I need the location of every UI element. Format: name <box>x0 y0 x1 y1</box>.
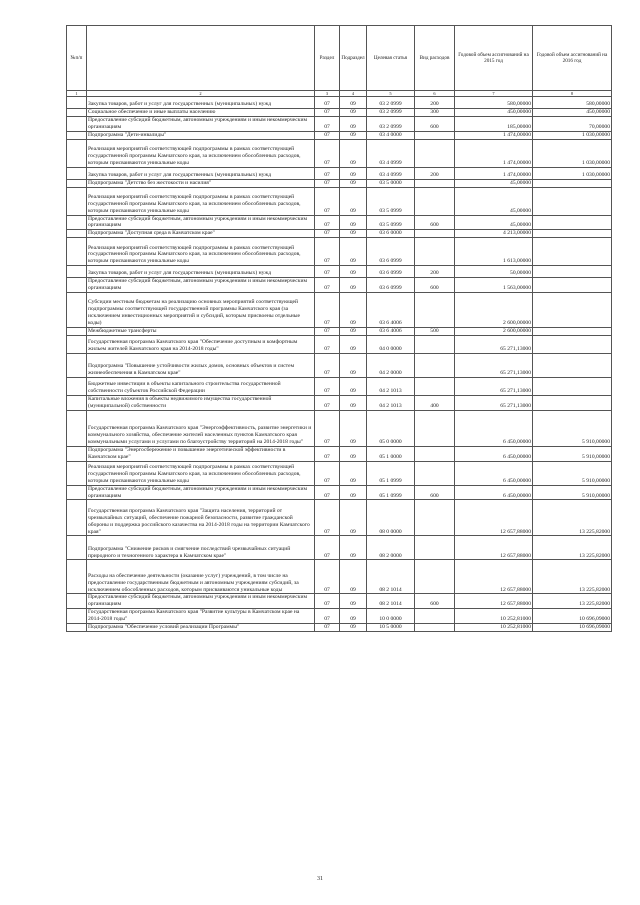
row-allocation-2015-cell: 65 271,13000 <box>455 395 533 410</box>
row-number-cell <box>67 139 87 167</box>
row-allocation-2016-cell: 13 225,82000 <box>533 560 612 594</box>
row-allocation-2015-cell: 1 613,00000 <box>455 238 533 266</box>
row-expense-type-cell <box>415 377 455 395</box>
row-razdel-cell: 07 <box>315 139 340 167</box>
row-allocation-2016-cell: 70,00000 <box>533 116 612 131</box>
row-podrazdel-cell: 09 <box>340 131 367 139</box>
row-razdel-cell: 07 <box>315 131 340 139</box>
row-podrazdel-cell: 09 <box>340 395 367 410</box>
row-name-cell: Закупка товаров, работ и услуг для государственных (муниципальных) нужд <box>87 167 315 179</box>
table-row <box>67 624 612 632</box>
row-allocation-2015-cell: 580,00000 <box>455 97 533 109</box>
row-podrazdel-cell: 09 <box>340 230 367 238</box>
row-allocation-2016-cell: 1 030,00000 <box>533 167 612 179</box>
row-razdel-cell: 07 <box>315 238 340 266</box>
row-number-cell <box>67 278 87 293</box>
row-allocation-2016-cell: 10 696,09000 <box>533 624 612 632</box>
table-row <box>67 131 612 139</box>
row-number-cell <box>67 335 87 353</box>
row-razdel-cell: 07 <box>315 187 340 215</box>
row-podrazdel-cell: 09 <box>340 116 367 131</box>
table-row <box>67 328 612 336</box>
table-row <box>67 179 612 187</box>
row-allocation-2015-cell: 65 271,13000 <box>455 353 533 377</box>
table-row <box>67 187 612 215</box>
row-expense-type-cell: 600 <box>415 278 455 293</box>
row-target-article-cell: 03 6 4006 <box>367 328 415 336</box>
row-number-cell <box>67 353 87 377</box>
row-allocation-2016-cell <box>533 395 612 410</box>
row-allocation-2015-cell: 12 657,88000 <box>455 536 533 560</box>
row-name-cell: Предоставление субсидий бюджетным, автономным учреждениям и иным некоммерческим организациям <box>87 215 315 230</box>
row-podrazdel-cell: 09 <box>340 560 367 594</box>
row-allocation-2015-cell: 6 450,00000 <box>455 410 533 446</box>
row-podrazdel-cell: 09 <box>340 335 367 353</box>
row-allocation-2016-cell <box>533 238 612 266</box>
column-number: 5 <box>367 91 415 97</box>
row-number-cell <box>67 97 87 109</box>
row-target-article-cell: 08 0 0000 <box>367 500 415 536</box>
row-razdel-cell: 07 <box>315 335 340 353</box>
row-expense-type-cell <box>415 410 455 446</box>
row-number-cell <box>67 461 87 485</box>
header-podrazdel: Подраздел <box>340 26 367 91</box>
row-name-cell: Реализация мероприятий соответствующей подпрограммы в рамках соответствующей государственной программы Камчатского края, за исключением обособленных расходов, которым присваиваются уникальные коды <box>87 238 315 266</box>
row-expense-type-cell: 200 <box>415 97 455 109</box>
row-allocation-2016-cell <box>533 187 612 215</box>
row-target-article-cell: 03 6 0999 <box>367 238 415 266</box>
row-name-cell: Межбюджетные трансферты <box>87 328 315 336</box>
row-razdel-cell: 07 <box>315 215 340 230</box>
row-allocation-2015-cell: 1 474,00000 <box>455 131 533 139</box>
row-razdel-cell: 07 <box>315 266 340 278</box>
row-name-cell: Подпрограмма "Дети-инвалиды" <box>87 131 315 139</box>
row-allocation-2015-cell: 45,00000 <box>455 179 533 187</box>
row-podrazdel-cell: 09 <box>340 293 367 328</box>
row-target-article-cell: 05 1 0999 <box>367 461 415 485</box>
row-expense-type-cell <box>415 335 455 353</box>
row-target-article-cell: 10 0 0000 <box>367 609 415 624</box>
row-target-article-cell: 04 0 0000 <box>367 335 415 353</box>
row-name-cell: Закупка товаров, работ и услуг для государственных (муниципальных) нужд <box>87 266 315 278</box>
row-razdel-cell: 07 <box>315 116 340 131</box>
row-allocation-2016-cell <box>533 293 612 328</box>
row-number-cell <box>67 328 87 336</box>
table-row <box>67 536 612 560</box>
row-allocation-2015-cell: 45,00000 <box>455 187 533 215</box>
row-number-cell <box>67 624 87 632</box>
row-expense-type-cell: 600 <box>415 485 455 500</box>
row-target-article-cell: 03 6 0999 <box>367 266 415 278</box>
row-number-cell <box>67 116 87 131</box>
column-number: 2 <box>87 91 315 97</box>
row-podrazdel-cell: 09 <box>340 624 367 632</box>
row-allocation-2015-cell: 6 450,00000 <box>455 485 533 500</box>
row-target-article-cell: 08 2 1014 <box>367 560 415 594</box>
row-allocation-2015-cell: 6 450,00000 <box>455 461 533 485</box>
table-row <box>67 485 612 500</box>
row-razdel-cell: 07 <box>315 377 340 395</box>
row-name-cell: Капитальные вложения в объекты недвижимого имущества государственной (муниципальной) собственности <box>87 395 315 410</box>
header-num: №п/п <box>67 26 87 91</box>
row-podrazdel-cell: 09 <box>340 536 367 560</box>
page-number: 31 <box>317 876 323 882</box>
row-allocation-2015-cell: 2 600,00000 <box>455 328 533 336</box>
row-expense-type-cell <box>415 560 455 594</box>
row-podrazdel-cell: 09 <box>340 461 367 485</box>
row-expense-type-cell: 600 <box>415 594 455 609</box>
row-allocation-2015-cell: 450,00000 <box>455 109 533 117</box>
table-row <box>67 293 612 328</box>
row-podrazdel-cell: 09 <box>340 353 367 377</box>
row-razdel-cell: 07 <box>315 97 340 109</box>
row-razdel-cell: 07 <box>315 410 340 446</box>
row-expense-type-cell: 300 <box>415 109 455 117</box>
row-podrazdel-cell: 09 <box>340 377 367 395</box>
row-target-article-cell: 03 4 0000 <box>367 131 415 139</box>
row-expense-type-cell <box>415 238 455 266</box>
row-allocation-2015-cell: 12 657,88000 <box>455 560 533 594</box>
row-allocation-2016-cell <box>533 328 612 336</box>
table-row <box>67 238 612 266</box>
row-number-cell <box>67 187 87 215</box>
row-name-cell: Бюджетные инвестиции в объекты капитального строительства государственной собственности субъектов Российской Федерации <box>87 377 315 395</box>
row-allocation-2015-cell: 1 563,00000 <box>455 278 533 293</box>
row-expense-type-cell <box>415 187 455 215</box>
table-row <box>67 395 612 410</box>
row-expense-type-cell: 500 <box>415 328 455 336</box>
row-podrazdel-cell: 09 <box>340 446 367 461</box>
table-row <box>67 215 612 230</box>
row-name-cell: Предоставление субсидий бюджетным, автономным учреждениям и иным некоммерческим организациям <box>87 116 315 131</box>
row-expense-type-cell <box>415 131 455 139</box>
row-podrazdel-cell: 09 <box>340 215 367 230</box>
row-number-cell <box>67 230 87 238</box>
row-allocation-2016-cell: 5 910,00000 <box>533 461 612 485</box>
row-razdel-cell: 07 <box>315 109 340 117</box>
row-expense-type-cell <box>415 500 455 536</box>
table-row <box>67 594 612 609</box>
row-name-cell: Государственная программа Камчатского края "Обеспечение доступным и комфортным жильем жителей Камчатского края на 2014-2018 годы" <box>87 335 315 353</box>
column-number: 8 <box>533 91 612 97</box>
row-podrazdel-cell: 09 <box>340 139 367 167</box>
row-target-article-cell: 05 1 0999 <box>367 485 415 500</box>
row-allocation-2015-cell: 50,00000 <box>455 266 533 278</box>
row-podrazdel-cell: 09 <box>340 609 367 624</box>
row-name-cell: Расходы на обеспечение деятельности (оказание услуг) учреждений, в том числе на предоставление государственным бюджетным и автономным учреждениям субсидий, за исключением обособленных расходов, которым присваиваются уникальные коды <box>87 560 315 594</box>
row-allocation-2015-cell: 10 252,81000 <box>455 624 533 632</box>
row-allocation-2016-cell: 5 910,00000 <box>533 410 612 446</box>
row-number-cell <box>67 410 87 446</box>
row-target-article-cell: 05 1 0000 <box>367 446 415 461</box>
row-razdel-cell: 07 <box>315 594 340 609</box>
row-allocation-2016-cell <box>533 377 612 395</box>
row-target-article-cell: 03 6 4006 <box>367 293 415 328</box>
row-number-cell <box>67 109 87 117</box>
row-target-article-cell: 10 5 0000 <box>367 624 415 632</box>
row-razdel-cell: 07 <box>315 395 340 410</box>
row-target-article-cell: 03 2 0999 <box>367 116 415 131</box>
table-row <box>67 609 612 624</box>
row-number-cell <box>67 215 87 230</box>
row-target-article-cell: 08 2 1014 <box>367 594 415 609</box>
row-expense-type-cell <box>415 353 455 377</box>
row-number-cell <box>67 238 87 266</box>
row-podrazdel-cell: 09 <box>340 187 367 215</box>
row-name-cell: Подпрограмма "Энергосбережение и повышение энергетической эффективности в Камчатском крае" <box>87 446 315 461</box>
row-expense-type-cell: 600 <box>415 215 455 230</box>
row-expense-type-cell <box>415 230 455 238</box>
header-row <box>67 26 612 91</box>
table-row <box>67 97 612 109</box>
table-row <box>67 139 612 167</box>
table-row <box>67 266 612 278</box>
header-allocation-2016: Годовой объем ассигнований на 2016 год <box>533 26 612 91</box>
header-expense-type: Вид расходов <box>415 26 455 91</box>
row-podrazdel-cell: 09 <box>340 328 367 336</box>
budget-table <box>66 25 612 632</box>
table-row <box>67 167 612 179</box>
row-allocation-2015-cell: 65 271,13000 <box>455 377 533 395</box>
header-target-article: Целевая статья <box>367 26 415 91</box>
row-razdel-cell: 07 <box>315 446 340 461</box>
row-allocation-2016-cell <box>533 335 612 353</box>
row-target-article-cell: 03 5 0999 <box>367 187 415 215</box>
row-name-cell: Государственная программа Камчатского края "Защита населения, территорий от чрезвычайных ситуаций, обеспечение пожарной безопасности, развитие гражданской обороны и поддержка российского казачества на 2014-2018 годы на территории Камчатского края" <box>87 500 315 536</box>
row-allocation-2015-cell: 2 600,00000 <box>455 293 533 328</box>
header-name <box>87 26 315 91</box>
row-allocation-2016-cell: 13 225,82000 <box>533 594 612 609</box>
row-allocation-2015-cell: 185,00000 <box>455 116 533 131</box>
row-allocation-2016-cell <box>533 215 612 230</box>
row-razdel-cell: 07 <box>315 328 340 336</box>
row-number-cell <box>67 377 87 395</box>
row-expense-type-cell <box>415 536 455 560</box>
row-allocation-2015-cell: 45,00000 <box>455 215 533 230</box>
row-name-cell: Государственная программа Камчатского края "Энергоэффективность, развитие энергетики и коммунального хозяйства, обеспечение жителей населенных пунктов Камчатского края коммунальными услугами и услугами по благоустройству территорий на 2014-2018 годы" <box>87 410 315 446</box>
column-number: 3 <box>315 91 340 97</box>
row-expense-type-cell <box>415 609 455 624</box>
row-number-cell <box>67 500 87 536</box>
row-number-cell <box>67 594 87 609</box>
row-expense-type-cell: 400 <box>415 395 455 410</box>
row-expense-type-cell <box>415 293 455 328</box>
row-podrazdel-cell: 09 <box>340 594 367 609</box>
row-number-cell <box>67 293 87 328</box>
table-row <box>67 500 612 536</box>
row-number-cell <box>67 446 87 461</box>
row-name-cell: Предоставление субсидий бюджетным, автономным учреждениям и иным некоммерческим организациям <box>87 278 315 293</box>
row-name-cell: Подпрограмма "Детство без жестокости и насилия" <box>87 179 315 187</box>
row-podrazdel-cell: 09 <box>340 500 367 536</box>
table-row <box>67 335 612 353</box>
row-number-cell <box>67 536 87 560</box>
row-target-article-cell: 04 2 1013 <box>367 395 415 410</box>
table-row <box>67 410 612 446</box>
row-allocation-2016-cell: 5 910,00000 <box>533 446 612 461</box>
row-target-article-cell: 04 2 1013 <box>367 377 415 395</box>
row-razdel-cell: 07 <box>315 609 340 624</box>
row-razdel-cell: 07 <box>315 353 340 377</box>
row-allocation-2015-cell: 12 657,88000 <box>455 500 533 536</box>
row-number-cell <box>67 560 87 594</box>
row-razdel-cell: 07 <box>315 293 340 328</box>
column-number: 6 <box>415 91 455 97</box>
row-target-article-cell: 05 0 0000 <box>367 410 415 446</box>
row-podrazdel-cell: 09 <box>340 167 367 179</box>
row-target-article-cell: 03 2 0999 <box>367 97 415 109</box>
table-row <box>67 461 612 485</box>
table-row <box>67 109 612 117</box>
row-name-cell: Социальное обеспечение и иные выплаты населению <box>87 109 315 117</box>
row-allocation-2015-cell: 1 474,00000 <box>455 139 533 167</box>
row-allocation-2016-cell <box>533 278 612 293</box>
row-number-cell <box>67 395 87 410</box>
row-name-cell: Государственная программа Камчатского края "Развитие культуры в Камчатском крае на 2014-2018 годы" <box>87 609 315 624</box>
table-row <box>67 230 612 238</box>
row-name-cell: Подпрограмма "Повышение устойчивости жилых домов, основных объектов и систем жизнеобеспечения в Камчатском крае" <box>87 353 315 377</box>
row-name-cell: Реализация мероприятий соответствующей подпрограммы в рамках соответствующей государственной программы Камчатского края, за исключением обособленных расходов, которым присваиваются уникальные коды <box>87 461 315 485</box>
row-name-cell: Предоставление субсидий бюджетным, автономным учреждениям и иным некоммерческим организациям <box>87 485 315 500</box>
row-name-cell: Реализация мероприятий соответствующей подпрограммы в рамках соответствующей государственной программы Камчатского края, за исключением обособленных расходов, которым присваиваются уникальные коды <box>87 187 315 215</box>
row-number-cell <box>67 167 87 179</box>
row-expense-type-cell <box>415 446 455 461</box>
row-expense-type-cell: 600 <box>415 116 455 131</box>
row-expense-type-cell <box>415 624 455 632</box>
row-razdel-cell: 07 <box>315 278 340 293</box>
row-name-cell: Подпрограмма "Доступная среда в Камчатском крае" <box>87 230 315 238</box>
table-row <box>67 278 612 293</box>
table-body <box>67 97 612 632</box>
row-allocation-2016-cell: 13 225,82000 <box>533 536 612 560</box>
row-allocation-2016-cell <box>533 179 612 187</box>
row-target-article-cell: 03 5 0999 <box>367 215 415 230</box>
row-allocation-2015-cell: 65 271,13000 <box>455 335 533 353</box>
row-number-cell <box>67 131 87 139</box>
row-expense-type-cell <box>415 461 455 485</box>
row-allocation-2016-cell: 1 030,00000 <box>533 131 612 139</box>
header-razdel: Раздел <box>315 26 340 91</box>
row-name-cell: Предоставление субсидий бюджетным, автономным учреждениям и иным некоммерческим организациям <box>87 594 315 609</box>
row-target-article-cell: 08 2 0000 <box>367 536 415 560</box>
row-podrazdel-cell: 09 <box>340 485 367 500</box>
column-number: 1 <box>67 91 87 97</box>
row-allocation-2016-cell <box>533 353 612 377</box>
row-allocation-2015-cell: 4 213,00000 <box>455 230 533 238</box>
row-podrazdel-cell: 09 <box>340 97 367 109</box>
table-row <box>67 116 612 131</box>
row-allocation-2015-cell: 1 474,00000 <box>455 167 533 179</box>
row-podrazdel-cell: 09 <box>340 109 367 117</box>
header-allocation-2015: Годовой объем ассигнований на 2015 год <box>455 26 533 91</box>
row-allocation-2016-cell: 1 030,00000 <box>533 139 612 167</box>
row-razdel-cell: 07 <box>315 500 340 536</box>
row-razdel-cell: 07 <box>315 461 340 485</box>
row-expense-type-cell: 200 <box>415 167 455 179</box>
row-razdel-cell: 07 <box>315 536 340 560</box>
row-allocation-2015-cell: 10 252,81000 <box>455 609 533 624</box>
row-razdel-cell: 07 <box>315 167 340 179</box>
row-razdel-cell: 07 <box>315 485 340 500</box>
row-allocation-2016-cell: 10 696,09000 <box>533 609 612 624</box>
row-number-cell <box>67 179 87 187</box>
row-target-article-cell: 03 6 0000 <box>367 230 415 238</box>
row-target-article-cell: 04 2 0000 <box>367 353 415 377</box>
row-name-cell: Закупка товаров, работ и услуг для государственных (муниципальных) нужд <box>87 97 315 109</box>
row-allocation-2015-cell: 6 450,00000 <box>455 446 533 461</box>
row-target-article-cell: 03 4 0999 <box>367 167 415 179</box>
row-allocation-2016-cell: 580,00000 <box>533 97 612 109</box>
row-razdel-cell: 07 <box>315 179 340 187</box>
row-target-article-cell: 03 6 0999 <box>367 278 415 293</box>
table-row <box>67 353 612 377</box>
row-target-article-cell: 03 4 0999 <box>367 139 415 167</box>
row-podrazdel-cell: 09 <box>340 278 367 293</box>
row-expense-type-cell <box>415 179 455 187</box>
row-name-cell: Реализация мероприятий соответствующей подпрограммы в рамках соответствующей государственной программы Камчатского края, за исключением обособленных расходов, которым присваиваются уникальные коды <box>87 139 315 167</box>
row-allocation-2016-cell: 450,00000 <box>533 109 612 117</box>
row-razdel-cell: 07 <box>315 624 340 632</box>
row-allocation-2016-cell: 13 225,82000 <box>533 500 612 536</box>
row-name-cell: Подпрограмма "Обеспечение условий реализации Программы" <box>87 624 315 632</box>
row-number-cell <box>67 485 87 500</box>
row-expense-type-cell: 200 <box>415 266 455 278</box>
row-podrazdel-cell: 09 <box>340 238 367 266</box>
row-name-cell: Субсидии местным бюджетам на реализацию основных мероприятий соответствующей подпрограммы соответствующей государственной программы Камчатского края (за исключением инвестиционных мероприятий и субсидий, которым присвоены отдельные коды) <box>87 293 315 328</box>
row-name-cell: Подпрограмма "Снижение рисков и смягчение последствий чрезвычайных ситуаций природного и техногенного характера в Камчатском крае" <box>87 536 315 560</box>
row-allocation-2016-cell <box>533 266 612 278</box>
row-allocation-2016-cell: 5 910,00000 <box>533 485 612 500</box>
row-podrazdel-cell: 09 <box>340 266 367 278</box>
table-row <box>67 377 612 395</box>
table-row <box>67 560 612 594</box>
row-expense-type-cell <box>415 139 455 167</box>
column-number: 4 <box>340 91 367 97</box>
table-row <box>67 446 612 461</box>
row-number-cell <box>67 266 87 278</box>
row-target-article-cell: 03 5 0000 <box>367 179 415 187</box>
row-podrazdel-cell: 09 <box>340 179 367 187</box>
column-number: 7 <box>455 91 533 97</box>
row-razdel-cell: 07 <box>315 230 340 238</box>
row-number-cell <box>67 609 87 624</box>
row-razdel-cell: 07 <box>315 560 340 594</box>
row-allocation-2016-cell <box>533 230 612 238</box>
row-podrazdel-cell: 09 <box>340 410 367 446</box>
row-allocation-2015-cell: 12 657,88000 <box>455 594 533 609</box>
row-target-article-cell: 03 2 0999 <box>367 109 415 117</box>
